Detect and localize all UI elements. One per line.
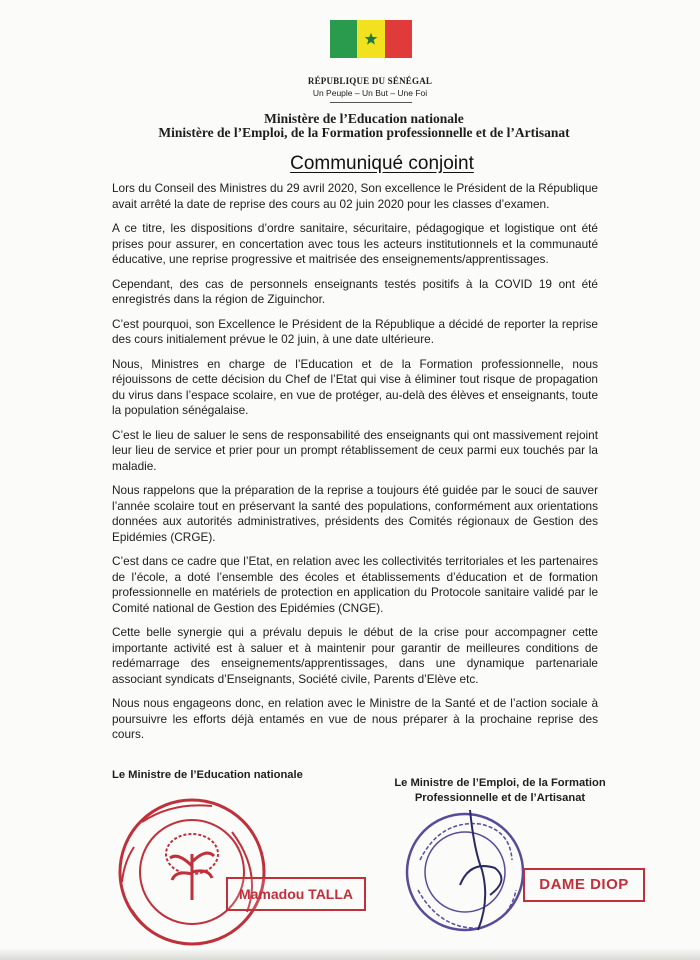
star-icon bbox=[364, 32, 378, 46]
paragraph: Nous, Ministres en charge de l’Education et de la Formation professionnelle, nous réjouissons de cette décision du Chef de l’Etat qui vise à éliminer tout risque de propagation du virus dans l’espace scolaire, en vue de protéger, au-delà des élèves et enseignants, toute la population sénégalaise. bbox=[112, 356, 598, 417]
paragraph: C’est dans ce cadre que l’Etat, en relation avec les collectivités territoriales et les partenaires de l’école, a doté l’ensemble des écoles et établissements d’éducation et de formation professionnelle en matériels de protection en application du Protocole sanitaire validé par le Comité national de Gestion des Epidémies (CNGE). bbox=[112, 554, 598, 615]
paragraph: Nous nous engageons donc, en relation avec le Ministre de la Santé et de l’action sociale à poursuivre les efforts déjà entamés en vue de nous préparer à la prochaine reprise des cours. bbox=[112, 696, 598, 741]
paragraph: C’est le lieu de saluer le sens de responsabilité des enseignants qui ont massivement rejoint leur lieu de service et prier pour un prompt rétablissement de ceux parmi eux touchés par la maladie. bbox=[112, 427, 598, 473]
education-ministry-seal bbox=[112, 792, 272, 952]
signatory-title-right-line2: Professionnelle et de l’Artisanat bbox=[414, 792, 586, 804]
flag-yellow-band bbox=[357, 20, 384, 58]
right-signatory-name-stamp: DAME DIOP bbox=[523, 868, 645, 902]
left-signatory-name-stamp: Mamadou TALLA bbox=[226, 877, 366, 911]
paragraph: C’est pourquoi, son Excellence le Président de la République a décidé de reporter la reprise des cours initialement prévue le 02 juin, à une date ultérieure. bbox=[112, 316, 598, 346]
paragraph: Lors du Conseil des Ministres du 29 avril 2020, Son excellence le Président de la République avait arrêté la date de reprise des cours au 02 juin 2020 pour les classes d’examen. bbox=[112, 181, 598, 211]
paragraph: A ce titre, les dispositions d’ordre sanitaire, sécuritaire, pédagogique et logistique ont été prises pour assurer, en concertation avec tous les acteurs institutionnels et la communauté éducative, une reprise progressive et maitrisée des enseignements/apprentissages. bbox=[112, 221, 598, 266]
employment-ministry-seal bbox=[400, 790, 530, 950]
flag-green-band bbox=[330, 20, 357, 58]
page-bottom-edge bbox=[0, 948, 700, 960]
paragraph: Cette belle synergie qui a prévalu depuis le début de la crise pour accompagner cette importante activité est à saluer et à maintenir pour garantir de meilleures conditions de redémarrage des enseignements/apprentissages, dans une dynamique partenariale associant syndicats d’Enseignants, Société civile, Parents d’Elève etc. bbox=[112, 625, 598, 686]
paragraph: Cependant, des cas de personnels enseignants testés positifs à la COVID 19 ont été enregistrés dans la région de Ziguinchor. bbox=[112, 276, 598, 306]
header-divider bbox=[330, 102, 412, 103]
document-body bbox=[112, 181, 598, 752]
ministry-education: Ministère de l’Education nationale bbox=[264, 111, 464, 126]
document-title: Communiqué conjoint bbox=[290, 153, 474, 174]
signatory-title-left: Le Ministre de l’Education nationale bbox=[112, 769, 303, 781]
ministry-employment: Ministère de l’Emploi, de la Formation professionnelle et de l’Artisanat bbox=[158, 125, 570, 140]
signatory-title-right-line1: Le Ministre de l’Emploi, de la Formation bbox=[394, 777, 606, 789]
republic-heading: RÉPUBLIQUE DU SÉNÉGAL bbox=[307, 76, 433, 86]
national-motto: Un Peuple – Un But – Une Foi bbox=[312, 88, 428, 98]
senegal-flag bbox=[330, 20, 412, 58]
flag-red-band bbox=[385, 20, 412, 58]
paragraph: Nous rappelons que la préparation de la reprise a toujours été guidée par le souci de sauver l’année scolaire tout en préservant la santé des populations, conformément aux orientations données aux autorités administratives, présidents des Comités régionaux de Gestion des Epidémies (CRGE). bbox=[112, 483, 598, 544]
